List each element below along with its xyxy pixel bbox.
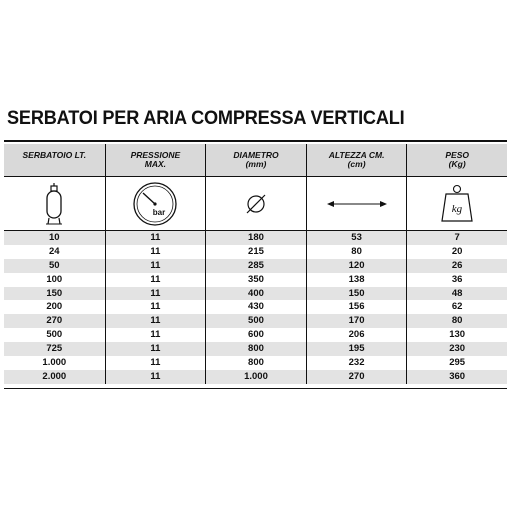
cell-altezza: 195 (306, 342, 407, 356)
diameter-icon (244, 192, 268, 216)
cell-pressione: 11 (105, 328, 206, 342)
cell-diametro: 800 (205, 342, 306, 356)
header-sublabel: MAX. (144, 159, 167, 169)
cell-pressione: 11 (105, 314, 206, 328)
table-row (4, 245, 507, 259)
cell-diametro: 800 (205, 356, 306, 370)
cell-diametro: 350 (205, 273, 306, 287)
cell-diametro: 285 (205, 259, 306, 273)
page-title: SERBATOI PER ARIA COMPRESSA VERTICALI (7, 107, 405, 129)
cell-altezza: 170 (306, 314, 407, 328)
cell-serbatoio: 500 (46, 329, 63, 341)
cell-pressione: 11 (105, 273, 206, 287)
cell-pressione: 11 (105, 342, 206, 356)
cell-serbatoio: 270 (46, 315, 63, 327)
table-row (4, 273, 507, 287)
cell-serbatoio: 24 (49, 245, 60, 257)
cell-peso: 48 (406, 287, 507, 301)
cell-serbatoio: 725 (46, 343, 63, 355)
gauge-label: bar (153, 207, 166, 217)
cell-pressione: 11 (105, 356, 206, 370)
cell-serbatoio: 2.000 (42, 370, 67, 382)
cell-peso: 80 (406, 314, 507, 328)
pressure-gauge-icon (132, 181, 178, 227)
cell-serbatoio: 50 (49, 259, 60, 271)
cell-serbatoio: 1.000 (42, 357, 67, 369)
header-sublabel: (cm) (347, 159, 366, 169)
height-arrow-icon (327, 198, 387, 210)
table-row (4, 259, 507, 273)
icon-row (4, 177, 507, 231)
cell-diametro: 400 (205, 287, 306, 301)
cell-pressione: 11 (105, 231, 206, 245)
cell-altezza: 150 (306, 287, 407, 301)
cell-altezza: 53 (306, 231, 407, 245)
header-serbatoio (4, 144, 105, 176)
header-diametro (205, 144, 306, 176)
header-label: SERBATOIO LT. (22, 150, 87, 160)
cell-diametro: 430 (205, 300, 306, 314)
cell-pressione: 11 (105, 287, 206, 301)
header-label: DIAMETRO (233, 150, 279, 160)
diameter-icon-cell (205, 177, 306, 230)
table-row (4, 370, 507, 384)
header-pressione (105, 144, 206, 176)
table-row (4, 314, 507, 328)
header-label: PRESSIONE (130, 150, 181, 160)
table-row (4, 356, 507, 370)
cell-altezza: 120 (306, 259, 407, 273)
cell-serbatoio: 200 (46, 301, 63, 313)
bottom-rule (4, 388, 507, 389)
table-row (4, 328, 507, 342)
cell-diametro: 180 (205, 231, 306, 245)
weight-label: kg (451, 202, 463, 215)
header-label: PESO (445, 150, 469, 160)
header-peso (406, 144, 507, 176)
cell-altezza: 232 (306, 356, 407, 370)
height-icon-cell (306, 177, 407, 230)
top-rule (4, 140, 507, 142)
table-row (4, 300, 507, 314)
table-row (4, 287, 507, 301)
cell-peso: 36 (406, 273, 507, 287)
cell-diametro: 215 (205, 245, 306, 259)
cell-altezza: 156 (306, 300, 407, 314)
cell-peso: 20 (406, 245, 507, 259)
cell-serbatoio: 100 (46, 273, 63, 285)
cell-peso: 360 (406, 370, 507, 384)
cell-altezza: 206 (306, 328, 407, 342)
header-label: ALTEZZA CM. (328, 150, 385, 160)
header-sublabel: (mm) (245, 159, 267, 169)
cell-pressione: 11 (105, 300, 206, 314)
cell-altezza: 270 (306, 370, 407, 384)
cell-peso: 62 (406, 300, 507, 314)
weight-icon (439, 184, 475, 224)
table-row (4, 342, 507, 356)
cell-peso: 130 (406, 328, 507, 342)
cell-diametro: 1.000 (205, 370, 306, 384)
weight-icon-cell (406, 177, 507, 230)
cell-diametro: 600 (205, 328, 306, 342)
data-rows (4, 231, 507, 384)
cell-pressione: 11 (105, 259, 206, 273)
table-row (4, 231, 507, 245)
header-sublabel: (Kg) (448, 159, 466, 169)
cell-peso: 26 (406, 259, 507, 273)
cell-peso: 7 (406, 231, 507, 245)
cell-serbatoio: 150 (46, 287, 63, 299)
gauge-icon-cell (105, 177, 206, 230)
tank-icon (42, 182, 66, 226)
cell-altezza: 138 (306, 273, 407, 287)
cell-altezza: 80 (306, 245, 407, 259)
cell-peso: 295 (406, 356, 507, 370)
cell-peso: 230 (406, 342, 507, 356)
cell-pressione: 11 (105, 245, 206, 259)
header-altezza (306, 144, 407, 176)
cell-serbatoio: 10 (49, 232, 60, 243)
cell-pressione: 11 (105, 370, 206, 384)
cell-diametro: 500 (205, 314, 306, 328)
tank-icon-cell (4, 177, 105, 230)
table-header (4, 144, 507, 177)
